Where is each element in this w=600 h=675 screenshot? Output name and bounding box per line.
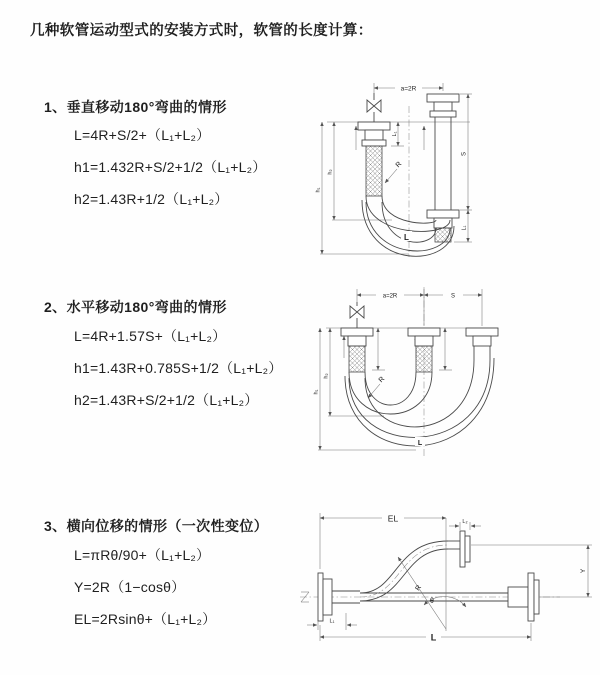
dim-label-l1-left: L₁ — [392, 131, 398, 137]
formula-line: h2=1.43R+1/2（L₁+L₂） — [74, 191, 229, 207]
radius-label: R — [414, 584, 424, 593]
dim-label-h2: h₂ — [323, 373, 330, 379]
formula-line: L=4R+S/2+（L₁+L₂） — [74, 127, 211, 143]
formula-line: L=πRθ/90+（L₁+L₂） — [74, 547, 211, 563]
dim-label-a2r: a=2R — [382, 293, 398, 300]
radius-label: R — [394, 160, 404, 170]
braided-hose-section — [416, 346, 432, 372]
radius-label: R — [377, 375, 387, 385]
dimension-lines — [314, 289, 499, 450]
dim-label-a2r: a=2R — [400, 85, 417, 93]
page-title: 几种软管运动型式的安装方式时，软管的长度计算： — [30, 23, 373, 39]
braided-hose-section — [349, 346, 365, 372]
dim-label-s: S — [461, 151, 468, 157]
dim-label-l2: L₂ — [462, 519, 468, 525]
left-end-fitting — [358, 122, 390, 196]
braided-hose-section — [366, 146, 382, 196]
diagram-lateral-displacement — [298, 505, 600, 650]
diagram-horizontal-180-bend — [312, 282, 535, 462]
length-label: L — [430, 632, 437, 643]
left-end-fitting — [341, 328, 373, 372]
dim-label-l1-right: L₁ — [461, 225, 468, 231]
left-flange — [318, 573, 360, 621]
diagram-vertical-180-bend — [312, 70, 525, 258]
angle-label: θ — [430, 598, 434, 605]
formula-line: h2=1.43R+S/2+1/2（L₁+L₂） — [74, 392, 259, 408]
displaced-hose-curve — [360, 541, 460, 601]
formula-line: Y=2R（1−cosθ） — [74, 579, 186, 595]
dim-label-s: S — [450, 293, 456, 300]
dim-label-l1: L₁ — [329, 618, 335, 625]
angle-construction — [398, 518, 466, 631]
right-pipe — [427, 94, 459, 242]
middle-end-fitting — [408, 328, 440, 372]
formula-line: EL=2Rsinθ+（L₁+L₂） — [74, 611, 217, 627]
dim-label-h2: h₂ — [327, 169, 334, 175]
moved-end-fitting — [466, 328, 498, 360]
length-label: L — [417, 440, 423, 447]
radius-leader — [368, 384, 380, 398]
displaced-flange — [460, 531, 470, 567]
valve-icon — [350, 302, 364, 328]
dim-label-el: EL — [387, 513, 399, 524]
formula-line: L=4R+1.57S+（L₁+L₂） — [74, 328, 227, 344]
radius-leader — [385, 169, 397, 183]
dim-label-h1: h₁ — [313, 389, 320, 395]
dimension-lines — [307, 513, 592, 643]
dim-label-y: Y — [580, 568, 587, 574]
dim-label-h1: h₁ — [315, 187, 322, 193]
formula-line: h1=1.432R+S/2+1/2（L₁+L₂） — [74, 159, 267, 175]
section-heading: 2、水平移动180°弯曲的情形 — [44, 299, 227, 315]
formula-line: h1=1.43R+0.785S+1/2（L₁+L₂） — [74, 360, 283, 376]
section-heading: 3、横向位移的情形（一次性变位） — [44, 518, 269, 534]
section-heading: 1、垂直移动180°弯曲的情形 — [44, 99, 227, 115]
length-label: L — [404, 233, 409, 242]
valve-icon — [367, 93, 381, 122]
